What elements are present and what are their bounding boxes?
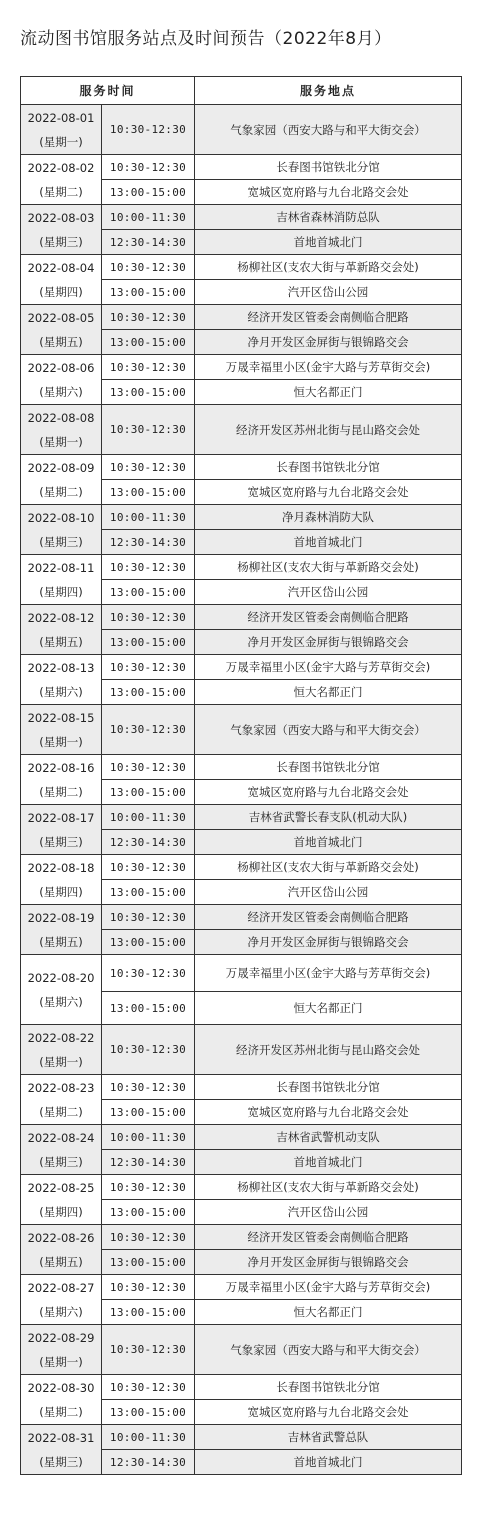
place-cell: 长春图书馆铁北分馆 <box>195 1075 462 1100</box>
place-cell: 首地首城北门 <box>195 230 462 255</box>
weekday-text: (星期五) <box>39 634 83 649</box>
place-cell: 吉林省武警机动支队 <box>195 1125 462 1150</box>
place-cell: 首地首城北门 <box>195 1150 462 1175</box>
place-cell: 经济开发区管委会南侧临合肥路 <box>195 605 462 630</box>
time-cell: 13:00-15:00 <box>102 1250 195 1275</box>
place-cell: 净月开发区金屏街与银锦路交会 <box>195 1250 462 1275</box>
place-cell: 首地首城北门 <box>195 1450 462 1475</box>
time-cell: 10:30-12:30 <box>102 1225 195 1250</box>
table-row <box>21 355 462 380</box>
header-service-time: 服务时间 <box>21 77 195 105</box>
place-cell: 恒大名都正门 <box>195 992 462 1025</box>
weekday-text: (星期三) <box>39 234 83 249</box>
date-text: 2022-08-02 <box>27 160 95 175</box>
place-cell: 净月森林消防大队 <box>195 505 462 530</box>
place-cell: 汽开区岱山公园 <box>195 280 462 305</box>
weekday-text: (星期二) <box>39 784 83 799</box>
time-cell: 10:30-12:30 <box>102 905 195 930</box>
time-cell: 10:30-12:30 <box>102 855 195 880</box>
date-cell <box>21 1175 102 1225</box>
date-text: 2022-08-13 <box>27 660 95 675</box>
table-row <box>21 805 462 830</box>
date-text: 2022-08-31 <box>27 1430 95 1445</box>
date-cell <box>21 405 102 455</box>
date-cell <box>21 855 102 905</box>
date-cell <box>21 1075 102 1125</box>
weekday-text: (星期三) <box>39 534 83 549</box>
date-cell <box>21 605 102 655</box>
date-cell <box>21 505 102 555</box>
date-text: 2022-08-25 <box>27 1180 95 1195</box>
date-text: 2022-08-05 <box>27 310 95 325</box>
date-text: 2022-08-22 <box>27 1030 95 1045</box>
table-row <box>21 155 462 180</box>
date-text: 2022-08-16 <box>27 760 95 775</box>
place-cell: 吉林省森林消防总队 <box>195 205 462 230</box>
table-row <box>21 105 462 155</box>
date-cell <box>21 1275 102 1325</box>
weekday-text: (星期六) <box>39 684 83 699</box>
table-row <box>21 305 462 330</box>
time-cell: 13:00-15:00 <box>102 1400 195 1425</box>
time-cell: 13:00-15:00 <box>102 1200 195 1225</box>
place-cell: 经济开发区管委会南侧临合肥路 <box>195 905 462 930</box>
time-cell: 10:00-11:30 <box>102 1425 195 1450</box>
place-cell: 吉林省武警总队 <box>195 1425 462 1450</box>
place-cell: 万晟幸福里小区(金宇大路与芳草街交会) <box>195 355 462 380</box>
time-cell: 10:30-12:30 <box>102 1075 195 1100</box>
place-cell: 宽城区宽府路与九台北路交会处 <box>195 780 462 805</box>
table-header-row <box>21 77 462 105</box>
time-cell: 10:30-12:30 <box>102 1175 195 1200</box>
schedule-table <box>20 76 462 1475</box>
date-cell <box>21 1025 102 1075</box>
weekday-text: (星期二) <box>39 184 83 199</box>
page-title: 流动图书馆服务站点及时间预告（2022年8月） <box>20 29 392 49</box>
place-cell: 经济开发区苏州北街与昆山路交会处 <box>195 1025 462 1075</box>
date-cell <box>21 1325 102 1375</box>
time-cell: 10:30-12:30 <box>102 455 195 480</box>
date-cell <box>21 955 102 1025</box>
date-cell <box>21 1425 102 1475</box>
time-cell: 13:00-15:00 <box>102 280 195 305</box>
weekday-text: (星期四) <box>39 584 83 599</box>
date-cell <box>21 155 102 205</box>
place-cell: 宽城区宽府路与九台北路交会处 <box>195 180 462 205</box>
date-cell <box>21 905 102 955</box>
place-cell: 长春图书馆铁北分馆 <box>195 1375 462 1400</box>
table-row <box>21 1025 462 1075</box>
date-text: 2022-08-30 <box>27 1380 95 1395</box>
table-row <box>21 255 462 280</box>
date-cell <box>21 805 102 855</box>
date-text: 2022-08-24 <box>27 1130 95 1145</box>
date-text: 2022-08-08 <box>27 410 95 425</box>
time-cell: 10:30-12:30 <box>102 155 195 180</box>
time-cell: 10:30-12:30 <box>102 655 195 680</box>
time-cell: 13:00-15:00 <box>102 680 195 705</box>
weekday-text: (星期四) <box>39 1204 83 1219</box>
date-cell <box>21 455 102 505</box>
time-cell: 10:30-12:30 <box>102 1275 195 1300</box>
table-row <box>21 955 462 992</box>
date-cell <box>21 705 102 755</box>
weekday-text: (星期二) <box>39 1404 83 1419</box>
table-row <box>21 755 462 780</box>
date-cell <box>21 1375 102 1425</box>
table-row <box>21 655 462 680</box>
time-cell: 10:00-11:30 <box>102 805 195 830</box>
weekday-text: (星期四) <box>39 884 83 899</box>
place-cell: 杨柳社区(支农大街与革新路交会处) <box>195 255 462 280</box>
date-cell <box>21 255 102 305</box>
time-cell: 12:30-14:30 <box>102 1150 195 1175</box>
time-cell: 10:00-11:30 <box>102 505 195 530</box>
place-cell: 经济开发区苏州北街与昆山路交会处 <box>195 405 462 455</box>
weekday-text: (星期一) <box>39 734 83 749</box>
weekday-text: (星期五) <box>39 334 83 349</box>
schedule-body <box>21 105 462 1475</box>
place-cell: 杨柳社区(支农大街与革新路交会处) <box>195 1175 462 1200</box>
place-cell: 汽开区岱山公园 <box>195 880 462 905</box>
weekday-text: (星期六) <box>39 1304 83 1319</box>
date-cell <box>21 755 102 805</box>
time-cell: 10:30-12:30 <box>102 255 195 280</box>
weekday-text: (星期四) <box>39 284 83 299</box>
place-cell: 吉林省武警长春支队(机动大队) <box>195 805 462 830</box>
place-cell: 首地首城北门 <box>195 830 462 855</box>
time-cell: 12:30-14:30 <box>102 230 195 255</box>
place-cell: 净月开发区金屏街与银锦路交会 <box>195 930 462 955</box>
date-text: 2022-08-11 <box>27 560 95 575</box>
table-row <box>21 1375 462 1400</box>
date-text: 2022-08-06 <box>27 360 95 375</box>
place-cell: 汽开区岱山公园 <box>195 1200 462 1225</box>
time-cell: 10:30-12:30 <box>102 1375 195 1400</box>
weekday-text: (星期二) <box>39 484 83 499</box>
time-cell: 10:30-12:30 <box>102 355 195 380</box>
time-cell: 13:00-15:00 <box>102 992 195 1025</box>
place-cell: 宽城区宽府路与九台北路交会处 <box>195 1400 462 1425</box>
weekday-text: (星期一) <box>39 1354 83 1369</box>
table-row <box>21 1425 462 1450</box>
place-cell: 宽城区宽府路与九台北路交会处 <box>195 1100 462 1125</box>
time-cell: 13:00-15:00 <box>102 1100 195 1125</box>
weekday-text: (星期三) <box>39 1454 83 1469</box>
date-text: 2022-08-17 <box>27 810 95 825</box>
place-cell: 万晟幸福里小区(金宇大路与芳草街交会) <box>195 955 462 992</box>
date-text: 2022-08-19 <box>27 910 95 925</box>
table-row <box>21 1325 462 1375</box>
time-cell: 13:00-15:00 <box>102 930 195 955</box>
date-text: 2022-08-01 <box>27 110 95 125</box>
table-row <box>21 1225 462 1250</box>
date-text: 2022-08-26 <box>27 1230 95 1245</box>
weekday-text: (星期一) <box>39 1054 83 1069</box>
time-cell: 13:00-15:00 <box>102 580 195 605</box>
table-row <box>21 1125 462 1150</box>
weekday-text: (星期五) <box>39 934 83 949</box>
table-row <box>21 705 462 755</box>
time-cell: 12:30-14:30 <box>102 530 195 555</box>
header-service-place: 服务地点 <box>195 77 462 105</box>
time-cell: 13:00-15:00 <box>102 630 195 655</box>
time-cell: 13:00-15:00 <box>102 480 195 505</box>
place-cell: 汽开区岱山公园 <box>195 580 462 605</box>
date-text: 2022-08-29 <box>27 1330 95 1345</box>
time-cell: 12:30-14:30 <box>102 1450 195 1475</box>
date-text: 2022-08-09 <box>27 460 95 475</box>
weekday-text: (星期六) <box>39 384 83 399</box>
place-cell: 恒大名都正门 <box>195 380 462 405</box>
date-cell <box>21 205 102 255</box>
time-cell: 13:00-15:00 <box>102 380 195 405</box>
place-cell: 净月开发区金屏街与银锦路交会 <box>195 330 462 355</box>
date-text: 2022-08-04 <box>27 260 95 275</box>
place-cell: 万晟幸福里小区(金宇大路与芳草街交会) <box>195 1275 462 1300</box>
place-cell: 长春图书馆铁北分馆 <box>195 455 462 480</box>
time-cell: 13:00-15:00 <box>102 1300 195 1325</box>
time-cell: 10:30-12:30 <box>102 105 195 155</box>
weekday-text: (星期五) <box>39 1254 83 1269</box>
place-cell: 首地首城北门 <box>195 530 462 555</box>
place-cell: 宽城区宽府路与九台北路交会处 <box>195 480 462 505</box>
weekday-text: (星期三) <box>39 834 83 849</box>
table-row <box>21 405 462 455</box>
date-text: 2022-08-20 <box>27 970 95 985</box>
table-row <box>21 505 462 530</box>
date-text: 2022-08-15 <box>27 710 95 725</box>
date-text: 2022-08-03 <box>27 210 95 225</box>
date-cell <box>21 1125 102 1175</box>
place-cell: 长春图书馆铁北分馆 <box>195 155 462 180</box>
date-cell <box>21 355 102 405</box>
place-cell: 恒大名都正门 <box>195 1300 462 1325</box>
time-cell: 10:30-12:30 <box>102 955 195 992</box>
table-row <box>21 605 462 630</box>
time-cell: 10:30-12:30 <box>102 1025 195 1075</box>
date-cell <box>21 655 102 705</box>
place-cell: 气象家园（西安大路与和平大街交会） <box>195 105 462 155</box>
date-cell <box>21 1225 102 1275</box>
time-cell: 10:00-11:30 <box>102 1125 195 1150</box>
place-cell: 长春图书馆铁北分馆 <box>195 755 462 780</box>
date-cell <box>21 555 102 605</box>
date-text: 2022-08-12 <box>27 610 95 625</box>
weekday-text: (星期一) <box>39 134 83 149</box>
place-cell: 经济开发区管委会南侧临合肥路 <box>195 1225 462 1250</box>
time-cell: 10:30-12:30 <box>102 605 195 630</box>
place-cell: 万晟幸福里小区(金宇大路与芳草街交会) <box>195 655 462 680</box>
place-cell: 杨柳社区(支农大街与革新路交会处) <box>195 855 462 880</box>
date-text: 2022-08-23 <box>27 1080 95 1095</box>
time-cell: 10:30-12:30 <box>102 705 195 755</box>
table-row <box>21 1175 462 1200</box>
date-cell <box>21 105 102 155</box>
table-row <box>21 905 462 930</box>
place-cell: 气象家园（西安大路与和平大街交会） <box>195 705 462 755</box>
place-cell: 杨柳社区(支农大街与革新路交会处) <box>195 555 462 580</box>
table-row <box>21 1075 462 1100</box>
place-cell: 经济开发区管委会南侧临合肥路 <box>195 305 462 330</box>
place-cell: 净月开发区金屏街与银锦路交会 <box>195 630 462 655</box>
place-cell: 气象家园（西安大路与和平大街交会） <box>195 1325 462 1375</box>
time-cell: 12:30-14:30 <box>102 830 195 855</box>
weekday-text: (星期六) <box>39 994 83 1009</box>
time-cell: 13:00-15:00 <box>102 180 195 205</box>
time-cell: 13:00-15:00 <box>102 880 195 905</box>
weekday-text: (星期一) <box>39 434 83 449</box>
date-text: 2022-08-10 <box>27 510 95 525</box>
table-row <box>21 855 462 880</box>
time-cell: 10:30-12:30 <box>102 305 195 330</box>
table-row <box>21 555 462 580</box>
date-cell <box>21 305 102 355</box>
date-text: 2022-08-27 <box>27 1280 95 1295</box>
time-cell: 13:00-15:00 <box>102 780 195 805</box>
time-cell: 10:30-12:30 <box>102 555 195 580</box>
date-text: 2022-08-18 <box>27 860 95 875</box>
table-row <box>21 455 462 480</box>
time-cell: 10:30-12:30 <box>102 755 195 780</box>
weekday-text: (星期二) <box>39 1104 83 1119</box>
time-cell: 13:00-15:00 <box>102 330 195 355</box>
table-row <box>21 1275 462 1300</box>
time-cell: 10:30-12:30 <box>102 1325 195 1375</box>
time-cell: 10:30-12:30 <box>102 405 195 455</box>
place-cell: 恒大名都正门 <box>195 680 462 705</box>
weekday-text: (星期三) <box>39 1154 83 1169</box>
time-cell: 10:00-11:30 <box>102 205 195 230</box>
table-row <box>21 205 462 230</box>
